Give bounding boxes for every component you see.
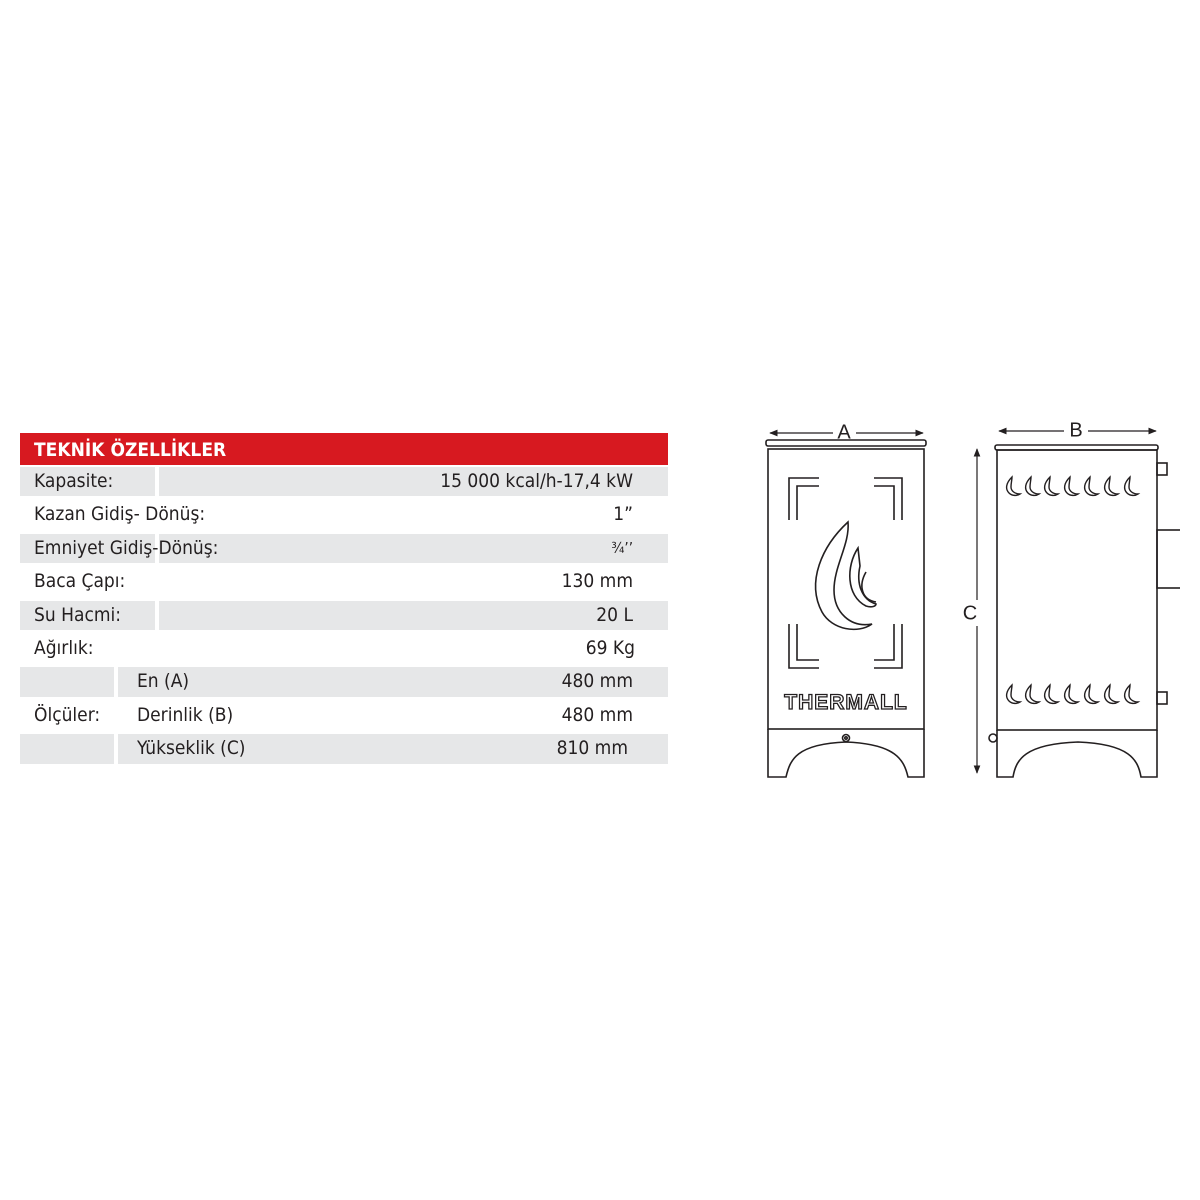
dimension-label: Derinlik (B): [137, 703, 234, 726]
spec-value: 1”: [613, 503, 633, 526]
dimension-c-label: C: [962, 602, 978, 625]
spec-row-weight: [20, 632, 668, 665]
dimension-a-label: A: [837, 421, 851, 444]
spec-label: Baca Çapı:: [34, 570, 126, 593]
spec-row-capacity: [20, 465, 668, 498]
dimension-value: 810 mm: [556, 737, 628, 760]
front-view: [766, 433, 926, 777]
dimension-label: En (A): [137, 670, 190, 693]
spec-label: Emniyet Gidiş-Dönüş:: [34, 536, 219, 559]
spec-row-boiler-flow: [20, 498, 668, 531]
dimension-label: Yükseklik (C): [137, 737, 246, 760]
row-shade: [20, 734, 114, 763]
stove-drawings: [760, 410, 1180, 790]
spec-value: 20 L: [596, 603, 633, 626]
dimension-value: 480 mm: [561, 703, 633, 726]
row-shade: [159, 601, 668, 630]
dimension-value: 480 mm: [561, 670, 633, 693]
spec-value: 15 000 kcal/h-17,4 kW: [440, 470, 633, 492]
spec-row-water-volume: [20, 599, 668, 632]
spec-table-title: TEKNİK ÖZELLİKLER: [20, 433, 668, 465]
flame-pattern-top: [1007, 477, 1138, 495]
spec-label: Su Hacmi:: [34, 603, 122, 626]
brand-logo: THERMALL: [784, 691, 908, 714]
spec-label: Ağırlık:: [34, 636, 94, 659]
spec-table: [20, 433, 668, 766]
spec-row-chimney: [20, 565, 668, 598]
row-shade: [159, 534, 668, 563]
spec-row-height: [20, 732, 668, 765]
spec-label: Kapasite:: [34, 470, 114, 492]
dimensions-group-label: Ölçüler:: [34, 703, 101, 726]
spec-row-width: [20, 665, 668, 698]
spec-value: 130 mm: [561, 570, 633, 593]
dimension-b-label: B: [1069, 419, 1083, 442]
row-shade: [20, 667, 114, 696]
flame-pattern-bottom: [1007, 685, 1138, 703]
spec-row-depth: [20, 699, 668, 732]
spec-value: 69 Kg: [585, 636, 635, 659]
spec-value: ¾’’: [611, 538, 633, 557]
spec-label: Kazan Gidiş- Dönüş:: [34, 503, 206, 526]
spec-row-safety-flow: [20, 532, 668, 565]
